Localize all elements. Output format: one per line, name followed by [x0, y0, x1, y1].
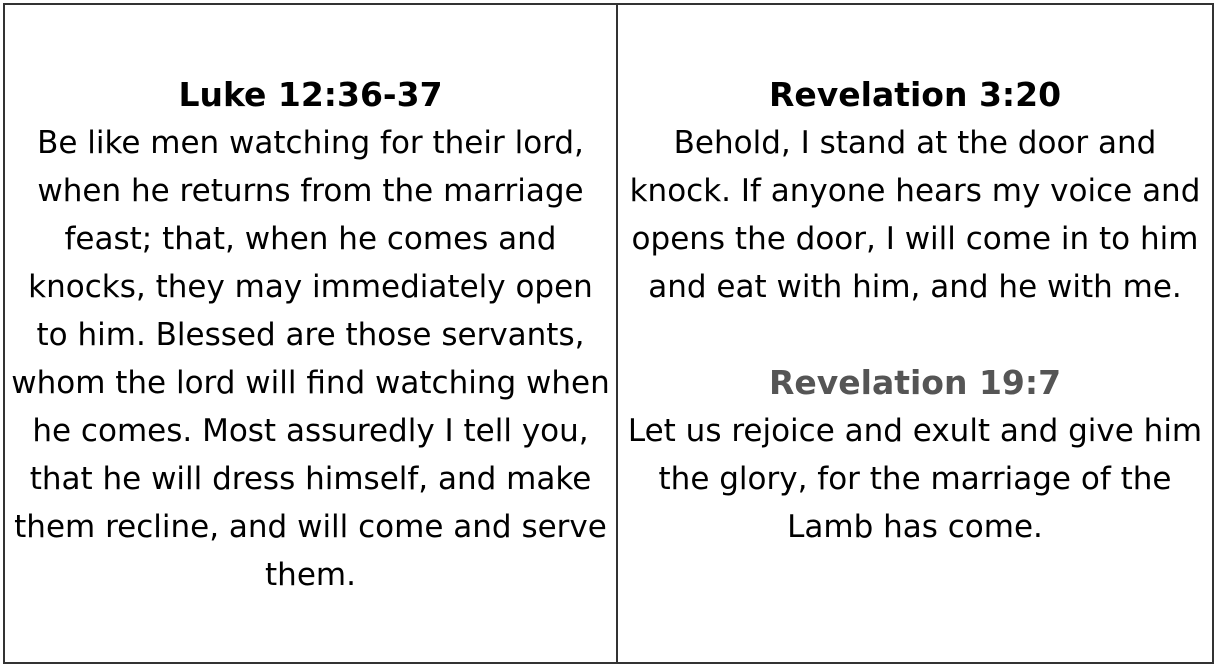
verse-reference: Revelation 19:7	[768, 363, 1062, 402]
verse-text: Let us rejoice and exult and give him the glory, for the marriage of the Lamb has come.	[627, 413, 1203, 545]
verse-table	[3, 3, 1214, 664]
verse-reference: Revelation 3:20	[768, 75, 1062, 114]
verse-cell-right	[618, 5, 1212, 662]
verse-cell-left	[5, 5, 618, 662]
verse-text: Be like men watching for their lord, when he returns from the marriage feast; that, when he comes and knocks, they may immediately open to him. Blessed are those servants, whom the lord will find watching when he comes. Most assuredly I tell you, that he will dress himself, and make them recline, and will come and serve them.	[11, 125, 610, 593]
verse-text: Behold, I stand at the door and knock. If anyone hears my voice and opens the door, I will come in to him and eat with him, and he with me.	[629, 125, 1201, 305]
verse-reference: Luke 12:36-37	[178, 75, 443, 114]
spacer	[624, 311, 1206, 359]
